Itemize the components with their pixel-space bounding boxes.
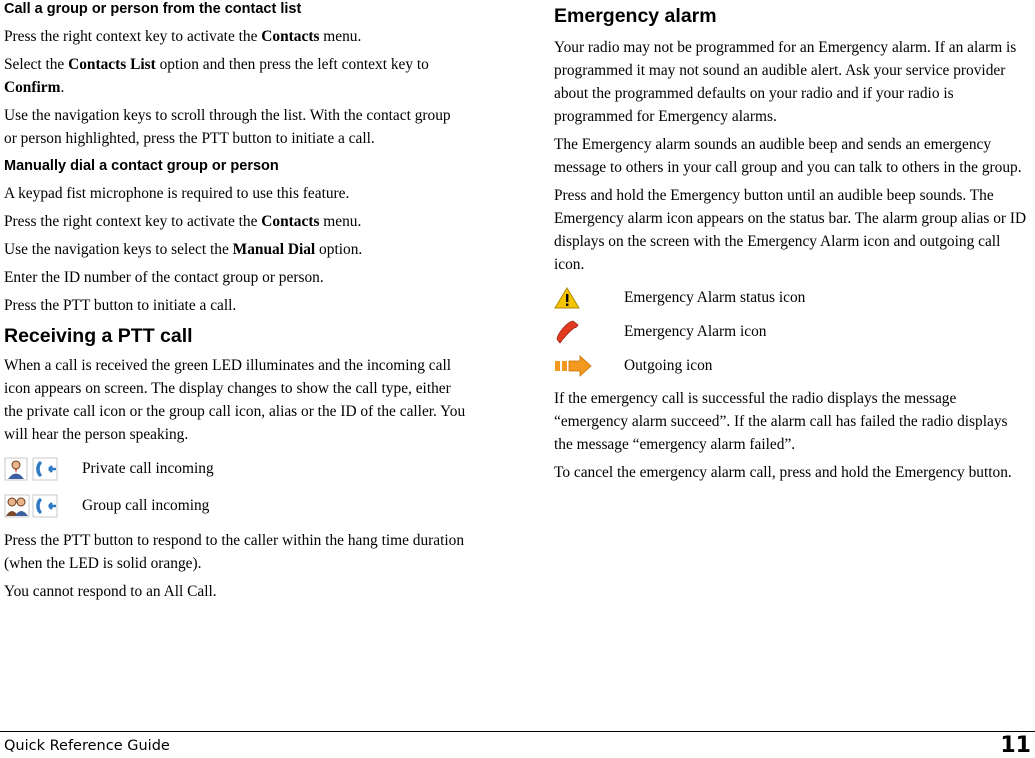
legend-label: Outgoing icon bbox=[624, 357, 713, 374]
page-number: 11 bbox=[1000, 733, 1031, 758]
paragraph: To cancel the emergency alarm call, press and hold the Emergency button. bbox=[554, 464, 1012, 481]
paragraph: Enter the ID number of the contact group or person. bbox=[4, 269, 324, 286]
footer-title: Quick Reference Guide bbox=[4, 738, 170, 754]
heading-manually-dial: Manually dial a contact group or person bbox=[4, 158, 279, 174]
outgoing-arrow-icon bbox=[554, 353, 592, 379]
legend-label: Group call incoming bbox=[82, 497, 210, 514]
heading-receiving-ptt-call: Receiving a PTT call bbox=[4, 325, 193, 347]
paragraph: Press the right context key to activate the Contacts menu. bbox=[4, 213, 362, 230]
paragraph: Press the PTT button to respond to the caller within the hang time duration (when the LED is solid orange). bbox=[4, 532, 465, 572]
legend-label: Private call incoming bbox=[82, 460, 214, 477]
legend-row-emergency-alarm bbox=[554, 315, 1029, 349]
heading-emergency-alarm: Emergency alarm bbox=[554, 5, 717, 27]
legend-label: Emergency Alarm icon bbox=[624, 323, 767, 340]
left-column bbox=[4, 0, 466, 603]
paragraph: Press and hold the Emergency button until an audible beep sounds. The Emergency alarm icon appears on the status bar. The alarm group alias or ID displays on the screen with the Emergency Alarm icon and outgoing call icon. bbox=[554, 187, 1027, 273]
red-handset-icon bbox=[554, 319, 580, 345]
paragraph: If the emergency call is successful the radio displays the message “emergency alarm succeed”. If the alarm call has failed the radio displays the message “emergency alarm failed”. bbox=[554, 390, 1008, 453]
heading-call-from-contact-list: Call a group or person from the contact list bbox=[4, 1, 302, 17]
paragraph: Select the Contacts List option and then press the left context key to Confirm. bbox=[4, 56, 429, 96]
legend-row-group-call bbox=[4, 489, 466, 523]
legend-row-outgoing bbox=[554, 349, 1029, 383]
paragraph: When a call is received the green LED illuminates and the incoming call icon appears on screen. The display changes to show the call type, either the private call icon or the group call icon, alias or the ID of the caller. You will hear the person speaking. bbox=[4, 357, 466, 443]
private-call-incoming-icon bbox=[4, 456, 30, 482]
paragraph: The Emergency alarm sounds an audible beep and sends an emergency message to others in your call group and you can talk to others in the group. bbox=[554, 136, 1022, 176]
incoming-call-icon bbox=[32, 456, 58, 482]
incoming-call-icon bbox=[32, 493, 58, 519]
paragraph: You cannot respond to an All Call. bbox=[4, 583, 217, 600]
paragraph: Press the right context key to activate the Contacts menu. bbox=[4, 28, 362, 45]
warning-triangle-icon bbox=[554, 285, 580, 311]
paragraph: Use the navigation keys to select the Manual Dial option. bbox=[4, 241, 363, 258]
paragraph: Use the navigation keys to scroll through the list. With the contact group or person highlighted, press the PTT button to initiate a call. bbox=[4, 107, 451, 147]
legend-row-private-call bbox=[4, 452, 466, 486]
right-column bbox=[554, 0, 1029, 484]
paragraph: Your radio may not be programmed for an Emergency alarm. If an alarm is programmed it may not sound an audible alert. Ask your service provider about the programmed defaults on your radio and if your radio is programmed for Emergency alarms. bbox=[554, 39, 1017, 125]
footer-divider bbox=[0, 731, 1035, 732]
paragraph: Press the PTT button to initiate a call. bbox=[4, 297, 237, 314]
group-call-incoming-icon bbox=[4, 493, 30, 519]
legend-row-emergency-status bbox=[554, 281, 1029, 315]
paragraph: A keypad fist microphone is required to use this feature. bbox=[4, 185, 350, 202]
legend-label: Emergency Alarm status icon bbox=[624, 289, 806, 306]
